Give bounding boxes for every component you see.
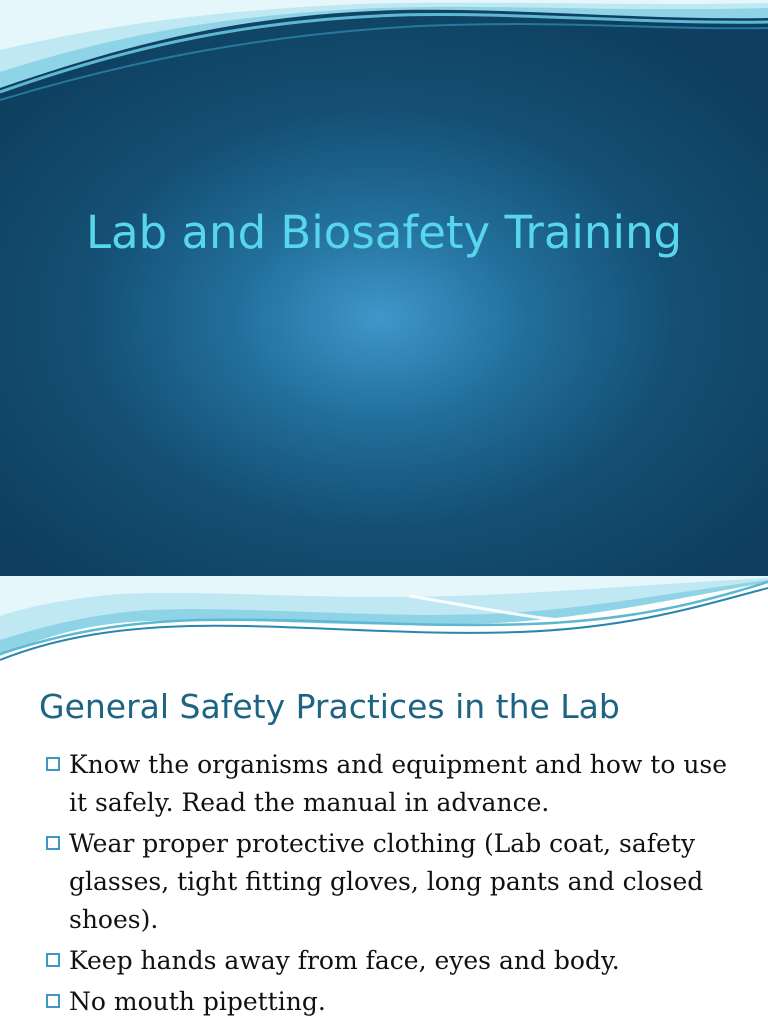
checkbox-bullet-icon [46, 836, 60, 850]
bullet-text: Wear proper protective clothing (Lab coat, safety glasses, tight fitting gloves, long pants and closed shoes). [69, 829, 704, 934]
list-item [44, 746, 744, 822]
slide-title: Lab and Biosafety Training [85, 206, 683, 259]
list-item [44, 825, 744, 939]
wave-decoration [0, 0, 768, 110]
bullet-text: No mouth pipetting. [69, 987, 326, 1016]
list-item [44, 942, 744, 980]
checkbox-bullet-icon [46, 994, 60, 1008]
checkbox-bullet-icon [46, 757, 60, 771]
content-slide [0, 576, 768, 1024]
bullet-text: Know the organisms and equipment and how to use it safely. Read the manual in advance. [69, 750, 728, 817]
slide-heading: General Safety Practices in the Lab [39, 687, 620, 726]
list-item [44, 983, 744, 1021]
checkbox-bullet-icon [46, 953, 60, 967]
bullet-text: Keep hands away from face, eyes and body. [69, 946, 620, 975]
bullet-list [44, 746, 744, 1024]
wave-decoration-2 [0, 576, 768, 666]
